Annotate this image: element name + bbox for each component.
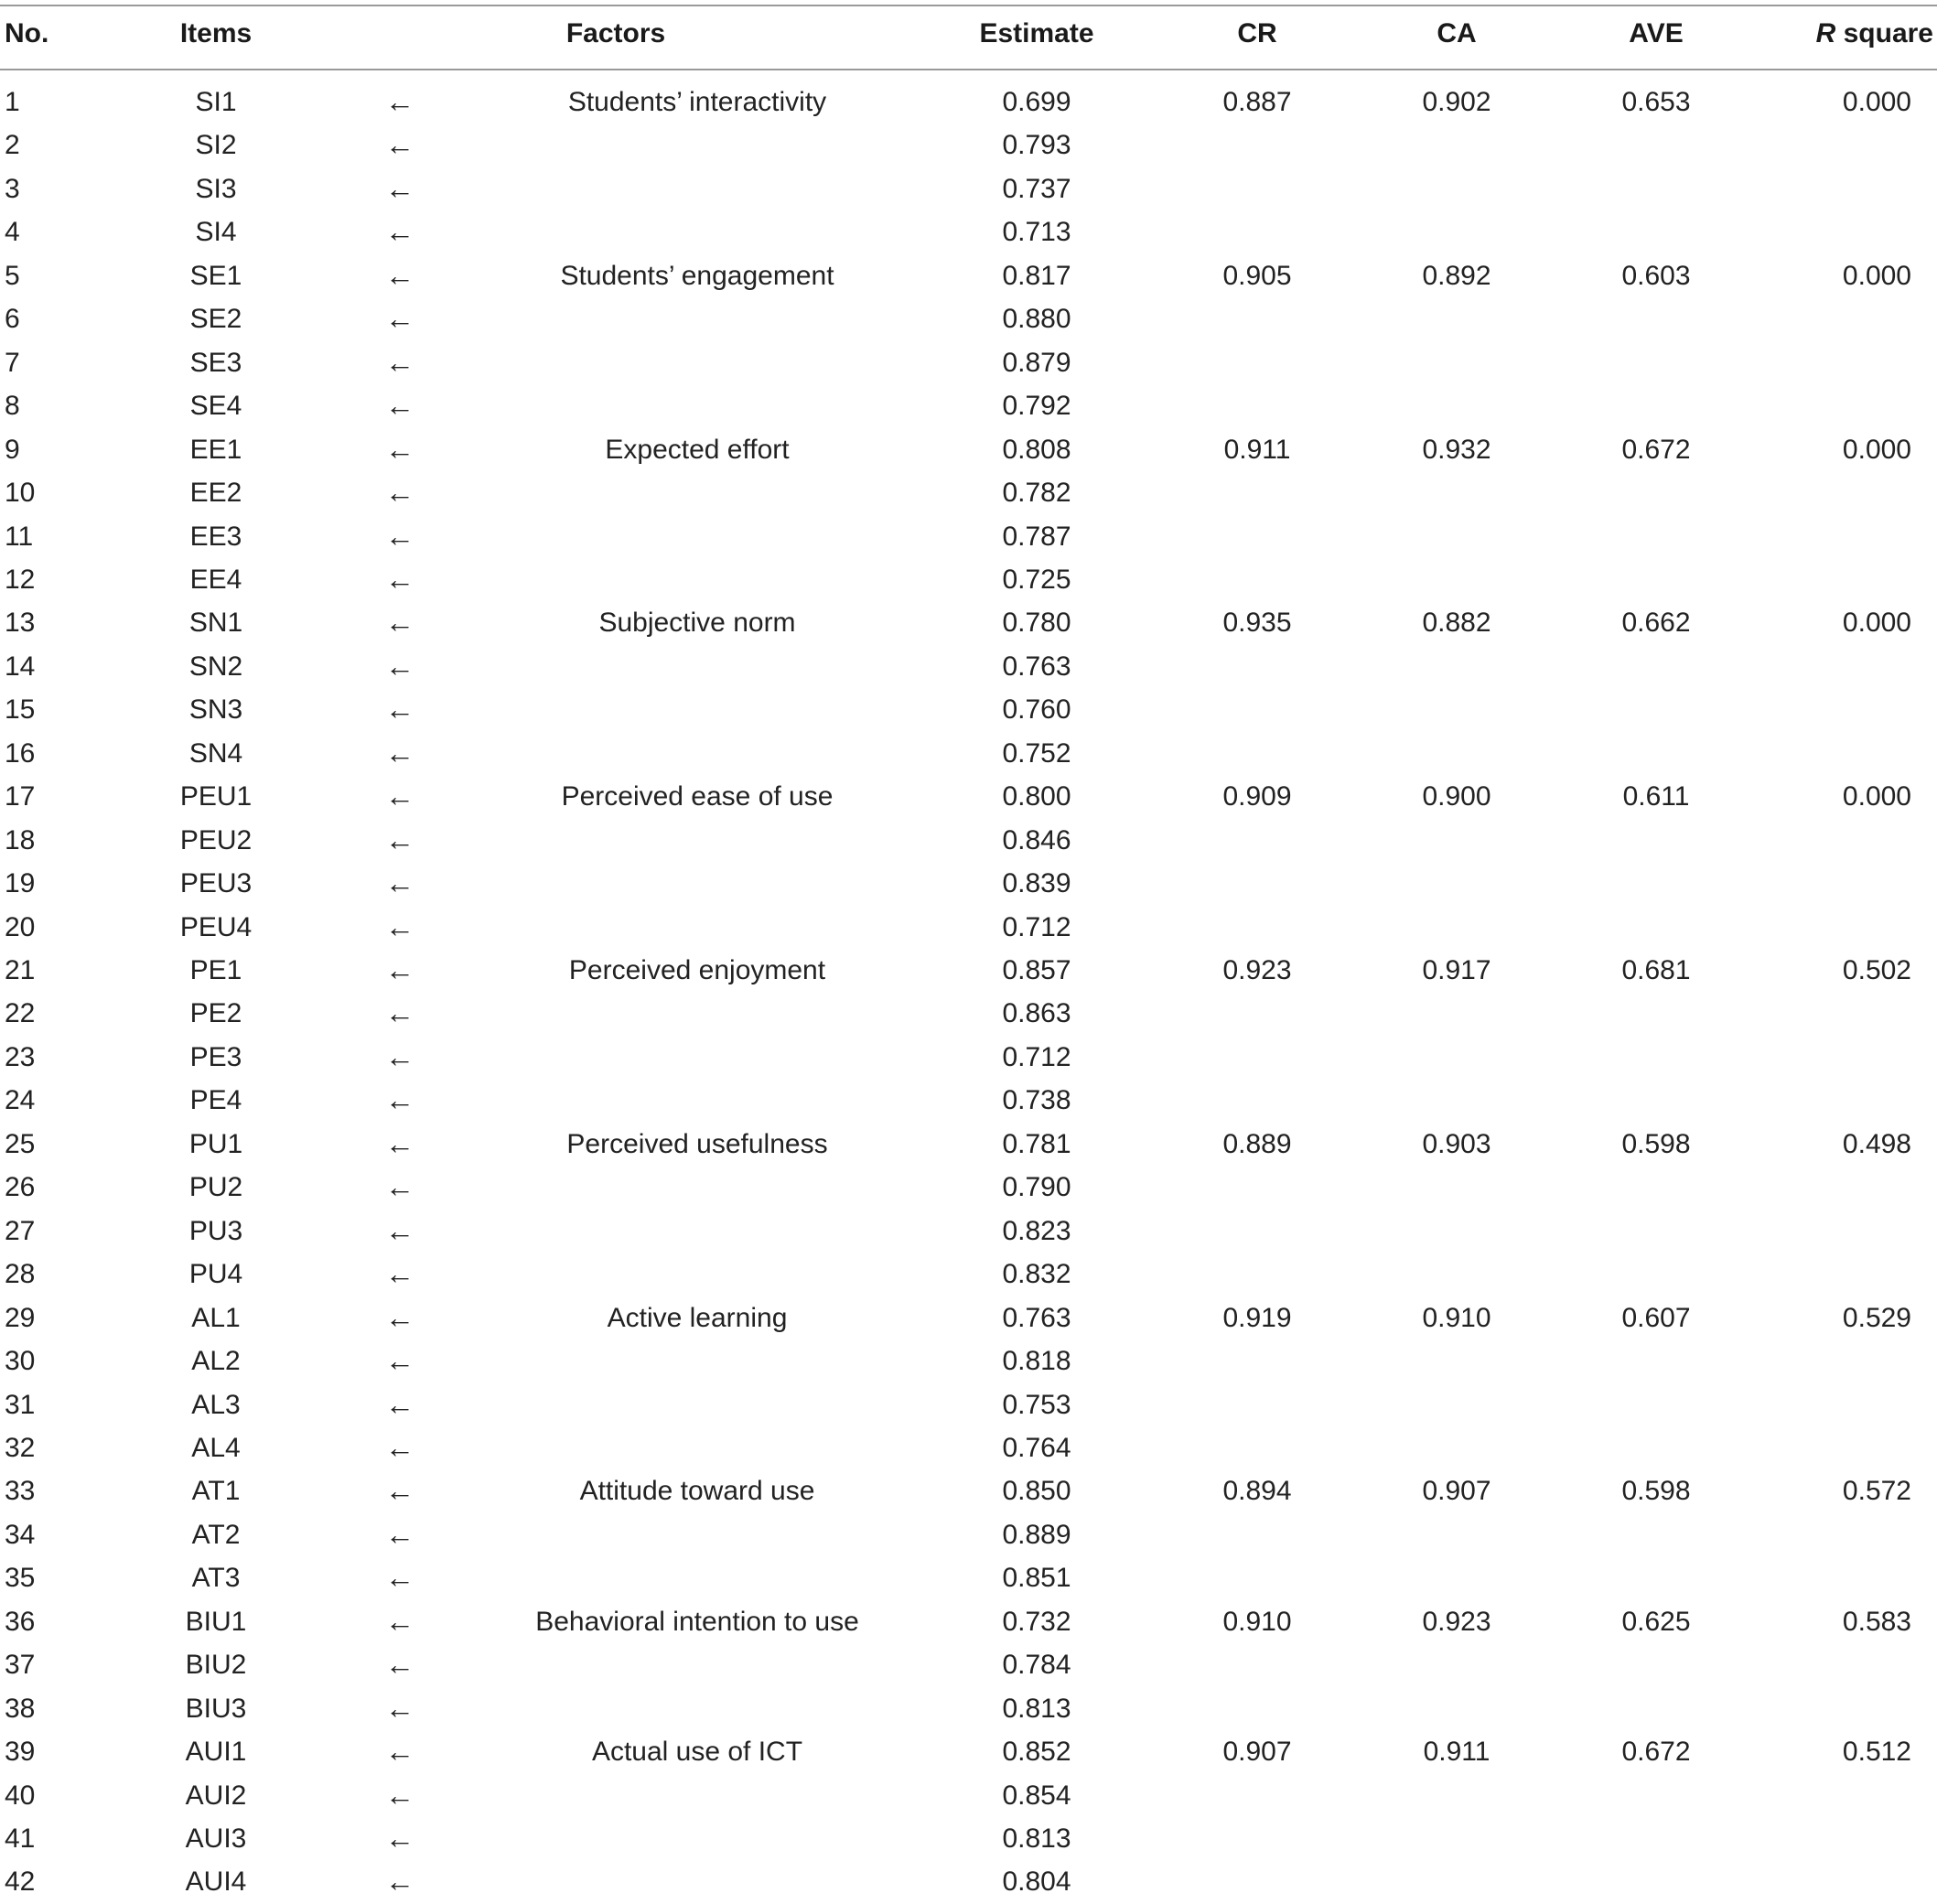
cell-r-square: 0.572	[1842, 1476, 1911, 1507]
cell-no: 39	[5, 1737, 36, 1768]
cell-item: AUI3	[185, 1823, 247, 1854]
cell-ave: 0.625	[1621, 1606, 1691, 1637]
cell-ave: 0.653	[1621, 87, 1691, 117]
cell-no: 25	[5, 1128, 36, 1159]
table-row	[0, 1600, 1937, 1643]
cell-estimate: 0.712	[1002, 1041, 1071, 1072]
cell-r-square: 0.529	[1842, 1302, 1911, 1333]
header-ave: AVE	[1629, 18, 1684, 48]
cell-no: 40	[5, 1780, 36, 1811]
table-row	[0, 167, 1937, 210]
cell-no: 34	[5, 1519, 36, 1550]
table-row	[0, 601, 1937, 644]
cell-item: AL2	[191, 1346, 241, 1377]
cell-item: BIU3	[185, 1693, 247, 1724]
cell-item: BIU1	[185, 1606, 247, 1637]
cell-ave: 0.672	[1621, 1737, 1691, 1768]
cell-ave: 0.672	[1621, 434, 1691, 465]
table-row	[0, 558, 1937, 601]
cell-estimate: 0.823	[1002, 1215, 1071, 1246]
cell-no: 36	[5, 1606, 36, 1637]
arrow-icon: ←	[385, 1648, 414, 1682]
table-row	[0, 1513, 1937, 1556]
cell-item: SE3	[189, 347, 242, 378]
cell-item: PE4	[189, 1085, 242, 1116]
header-rule	[0, 69, 1937, 70]
cell-no: 26	[5, 1172, 36, 1203]
header-factors: Factors	[565, 18, 666, 48]
table-row	[0, 1296, 1937, 1339]
cell-item: SE2	[189, 304, 242, 335]
arrow-icon: ←	[385, 1300, 414, 1334]
cell-estimate: 0.760	[1002, 694, 1071, 726]
cell-item: BIU2	[185, 1650, 247, 1681]
cell-factor: Active learning	[607, 1302, 788, 1333]
cell-estimate: 0.880	[1002, 304, 1071, 335]
cell-no: 13	[5, 608, 36, 639]
cell-item: AL1	[191, 1302, 241, 1333]
cell-estimate: 0.854	[1002, 1780, 1071, 1811]
table-row	[0, 384, 1937, 427]
arrow-icon: ←	[385, 562, 414, 596]
cell-factor: Expected effort	[605, 434, 790, 465]
cell-ca: 0.882	[1422, 608, 1491, 639]
cell-estimate: 0.804	[1002, 1866, 1071, 1898]
cell-item: PE1	[189, 955, 242, 985]
arrow-icon: ←	[385, 1430, 414, 1464]
cell-no: 2	[5, 130, 20, 161]
cell-no: 23	[5, 1041, 36, 1072]
cell-ca: 0.910	[1422, 1302, 1491, 1333]
cell-no: 31	[5, 1389, 36, 1420]
table-row	[0, 1643, 1937, 1686]
table-header	[0, 0, 1937, 73]
cell-cr: 0.905	[1222, 260, 1292, 291]
cell-no: 14	[5, 651, 36, 682]
cell-estimate: 0.780	[1002, 608, 1071, 639]
cell-item: AT1	[191, 1476, 241, 1507]
table-row	[0, 1469, 1937, 1512]
cell-item: AT3	[191, 1563, 241, 1594]
arrow-icon: ←	[385, 1735, 414, 1769]
cell-ave: 0.662	[1621, 608, 1691, 639]
cell-r-square: 0.000	[1842, 434, 1911, 465]
cell-cr: 0.889	[1222, 1128, 1292, 1159]
cell-ca: 0.902	[1422, 87, 1491, 117]
cell-cr: 0.911	[1223, 434, 1291, 465]
cell-ave: 0.681	[1621, 955, 1691, 985]
cell-r-square: 0.000	[1842, 87, 1911, 117]
cell-no: 12	[5, 564, 36, 595]
cell-estimate: 0.764	[1002, 1432, 1071, 1463]
table-row	[0, 862, 1937, 905]
cell-item: PEU1	[179, 781, 253, 812]
cell-no: 22	[5, 998, 36, 1029]
arrow-icon: ←	[385, 519, 414, 553]
table-row	[0, 124, 1937, 167]
header-items: Items	[179, 18, 253, 48]
header-estimate: Estimate	[979, 18, 1094, 48]
arrow-icon: ←	[385, 693, 414, 726]
arrow-icon: ←	[385, 1126, 414, 1160]
cell-no: 17	[5, 781, 36, 812]
cell-estimate: 0.793	[1002, 130, 1071, 161]
table-row	[0, 428, 1937, 471]
table-row	[0, 819, 1937, 862]
arrow-icon: ←	[385, 1822, 414, 1855]
cell-estimate: 0.813	[1002, 1693, 1071, 1724]
cell-item: SN1	[188, 608, 243, 639]
cell-item: PU1	[188, 1128, 243, 1159]
cell-no: 21	[5, 955, 36, 985]
cell-factor: Students’ interactivity	[567, 87, 827, 117]
cell-r-square: 0.000	[1842, 608, 1911, 639]
cell-ca: 0.900	[1422, 781, 1491, 812]
cell-estimate: 0.851	[1002, 1563, 1071, 1594]
arrow-icon: ←	[385, 953, 414, 986]
table-row	[0, 1426, 1937, 1469]
cell-factor: Students’ engagement	[560, 260, 834, 291]
cell-estimate: 0.790	[1002, 1172, 1071, 1203]
table-row	[0, 1166, 1937, 1209]
table-row	[0, 1036, 1937, 1079]
cell-factor: Perceived enjoyment	[568, 955, 826, 985]
cell-factor: Behavioral intention to use	[535, 1606, 859, 1637]
cell-estimate: 0.763	[1002, 1302, 1071, 1333]
header-cr: CR	[1237, 18, 1277, 48]
arrow-icon: ←	[385, 432, 414, 466]
cell-no: 9	[5, 434, 20, 465]
cell-cr: 0.894	[1222, 1476, 1292, 1507]
cell-no: 32	[5, 1432, 36, 1463]
table-row	[0, 81, 1937, 124]
cell-no: 15	[5, 694, 36, 726]
cell-no: 42	[5, 1866, 36, 1898]
arrow-icon: ←	[385, 996, 414, 1030]
cell-item: AT2	[191, 1519, 241, 1550]
cell-item: SN4	[188, 737, 243, 769]
table-row	[0, 1860, 1937, 1903]
table-row	[0, 1123, 1937, 1166]
arrow-icon: ←	[385, 1778, 414, 1812]
cell-ca: 0.932	[1422, 434, 1491, 465]
arrow-icon: ←	[385, 909, 414, 943]
cell-estimate: 0.818	[1002, 1346, 1071, 1377]
cell-estimate: 0.712	[1002, 911, 1071, 942]
cell-no: 20	[5, 911, 36, 942]
table-row	[0, 1730, 1937, 1773]
arrow-icon: ←	[385, 1387, 414, 1421]
table-row	[0, 906, 1937, 949]
arrow-icon: ←	[385, 345, 414, 379]
table-row	[0, 1079, 1937, 1122]
table-row	[0, 949, 1937, 992]
cell-no: 8	[5, 391, 20, 422]
cell-estimate: 0.752	[1002, 737, 1071, 769]
cell-ave: 0.598	[1621, 1476, 1691, 1507]
cell-item: EE1	[189, 434, 242, 465]
arrow-icon: ←	[385, 823, 414, 856]
cell-item: PE2	[189, 998, 242, 1029]
cell-item: SN3	[188, 694, 243, 726]
header-r-suffix: square	[1835, 18, 1933, 48]
arrow-icon: ←	[385, 1865, 414, 1899]
cell-no: 4	[5, 217, 20, 248]
cell-factor: Perceived ease of use	[561, 781, 834, 812]
cell-estimate: 0.725	[1002, 564, 1071, 595]
table-row	[0, 1339, 1937, 1382]
cell-ave: 0.598	[1621, 1128, 1691, 1159]
cell-estimate: 0.784	[1002, 1650, 1071, 1681]
cell-item: PU3	[188, 1215, 243, 1246]
cell-no: 27	[5, 1215, 36, 1246]
arrow-icon: ←	[385, 128, 414, 162]
arrow-icon: ←	[385, 1039, 414, 1073]
cell-cr: 0.910	[1222, 1606, 1292, 1637]
cell-item: SI2	[195, 130, 237, 161]
cell-estimate: 0.852	[1002, 1737, 1071, 1768]
arrow-icon: ←	[385, 215, 414, 249]
cell-estimate: 0.713	[1002, 217, 1071, 248]
table-row	[0, 775, 1937, 818]
table-row	[0, 732, 1937, 775]
cell-no: 11	[5, 521, 34, 552]
cell-estimate: 0.889	[1002, 1519, 1071, 1550]
cell-no: 29	[5, 1302, 36, 1333]
cell-r-square: 0.498	[1842, 1128, 1911, 1159]
cell-r-square: 0.000	[1842, 781, 1911, 812]
table-row	[0, 515, 1937, 558]
cell-item: SE4	[189, 391, 242, 422]
cell-estimate: 0.781	[1002, 1128, 1071, 1159]
cell-cr: 0.907	[1222, 1737, 1292, 1768]
cell-item: SI3	[195, 173, 237, 204]
arrow-icon: ←	[385, 258, 414, 292]
cell-estimate: 0.753	[1002, 1389, 1071, 1420]
cell-no: 41	[5, 1823, 36, 1854]
arrow-icon: ←	[385, 1604, 414, 1638]
cell-estimate: 0.839	[1002, 868, 1071, 899]
arrow-icon: ←	[385, 866, 414, 900]
cell-estimate: 0.832	[1002, 1259, 1071, 1290]
cell-item: EE4	[189, 564, 242, 595]
cell-factor: Perceived usefulness	[566, 1128, 828, 1159]
arrow-icon: ←	[385, 85, 414, 118]
cell-ca: 0.911	[1423, 1737, 1490, 1768]
cell-no: 18	[5, 824, 36, 855]
cell-no: 35	[5, 1563, 36, 1594]
cell-estimate: 0.817	[1002, 260, 1071, 291]
cell-estimate: 0.787	[1002, 521, 1071, 552]
cell-no: 10	[5, 478, 36, 509]
cell-ave: 0.607	[1621, 1302, 1691, 1333]
arrow-icon: ←	[385, 1170, 414, 1204]
table-row	[0, 210, 1937, 253]
table-row	[0, 1774, 1937, 1817]
cell-item: PU4	[188, 1259, 243, 1290]
cell-cr: 0.909	[1222, 781, 1292, 812]
arrow-icon: ←	[385, 1517, 414, 1551]
cell-no: 5	[5, 260, 20, 291]
cell-estimate: 0.800	[1002, 781, 1071, 812]
cell-estimate: 0.699	[1002, 87, 1071, 117]
cell-r-square: 0.502	[1842, 955, 1911, 985]
cell-ave: 0.611	[1622, 781, 1690, 812]
arrow-icon: ←	[385, 606, 414, 640]
cell-item: AUI4	[185, 1866, 247, 1898]
table-row	[0, 1687, 1937, 1730]
cell-item: AUI1	[185, 1737, 247, 1768]
cell-estimate: 0.813	[1002, 1823, 1071, 1854]
cell-item: SI1	[195, 87, 237, 117]
cell-no: 24	[5, 1085, 36, 1116]
cell-item: AL3	[191, 1389, 241, 1420]
header-r-square	[1816, 18, 1933, 49]
cell-item: SN2	[188, 651, 243, 682]
arrow-icon: ←	[385, 476, 414, 510]
cell-no: 30	[5, 1346, 36, 1377]
cell-no: 3	[5, 173, 20, 204]
arrow-icon: ←	[385, 1561, 414, 1595]
arrow-icon: ←	[385, 389, 414, 423]
cell-no: 6	[5, 304, 20, 335]
cell-ave: 0.603	[1621, 260, 1691, 291]
arrow-icon: ←	[385, 171, 414, 205]
cell-ca: 0.923	[1422, 1606, 1491, 1637]
arrow-icon: ←	[385, 1083, 414, 1117]
arrow-icon: ←	[385, 736, 414, 769]
cell-no: 28	[5, 1259, 36, 1290]
table-row	[0, 1383, 1937, 1426]
cell-r-square: 0.512	[1842, 1737, 1911, 1768]
cell-estimate: 0.732	[1002, 1606, 1071, 1637]
table-row	[0, 645, 1937, 688]
cell-r-square: 0.000	[1842, 260, 1911, 291]
cell-estimate: 0.879	[1002, 347, 1071, 378]
cell-cr: 0.919	[1222, 1302, 1292, 1333]
cell-factor: Attitude toward use	[579, 1476, 815, 1507]
cell-factor: Subjective norm	[598, 608, 796, 639]
table-row	[0, 1210, 1937, 1253]
cell-item: SE1	[189, 260, 242, 291]
arrow-icon: ←	[385, 302, 414, 336]
table-row	[0, 471, 1937, 514]
cell-estimate: 0.863	[1002, 998, 1071, 1029]
cell-estimate: 0.850	[1002, 1476, 1071, 1507]
cell-ca: 0.907	[1422, 1476, 1491, 1507]
cell-item: AUI2	[185, 1780, 247, 1811]
cell-no: 33	[5, 1476, 36, 1507]
cell-factor: Actual use of ICT	[591, 1737, 803, 1768]
arrow-icon: ←	[385, 780, 414, 813]
table-row	[0, 254, 1937, 297]
header-r-letter: R	[1815, 18, 1836, 48]
arrow-icon: ←	[385, 1213, 414, 1247]
arrow-icon: ←	[385, 649, 414, 683]
cell-estimate: 0.763	[1002, 651, 1071, 682]
cell-ca: 0.917	[1422, 955, 1491, 985]
arrow-icon: ←	[385, 1344, 414, 1378]
table-row	[0, 297, 1937, 340]
cell-item: EE3	[189, 521, 242, 552]
table-row	[0, 1817, 1937, 1860]
cell-estimate: 0.846	[1002, 824, 1071, 855]
cell-item: PE3	[189, 1041, 242, 1072]
cell-item: PU2	[188, 1172, 243, 1203]
cell-cr: 0.935	[1222, 608, 1292, 639]
cell-estimate: 0.782	[1002, 478, 1071, 509]
cell-no: 16	[5, 737, 36, 769]
cell-no: 38	[5, 1693, 36, 1724]
cell-estimate: 0.792	[1002, 391, 1071, 422]
cell-no: 37	[5, 1650, 36, 1681]
cell-ca: 0.892	[1422, 260, 1491, 291]
header-ca: CA	[1437, 18, 1477, 48]
cell-estimate: 0.738	[1002, 1085, 1071, 1116]
cell-no: 1	[5, 87, 20, 117]
arrow-icon: ←	[385, 1474, 414, 1508]
arrow-icon: ←	[385, 1257, 414, 1291]
cell-estimate: 0.737	[1002, 173, 1071, 204]
cell-item: AL4	[191, 1432, 241, 1463]
cell-cr: 0.923	[1222, 955, 1292, 985]
cell-item: EE2	[189, 478, 242, 509]
cell-item: PEU2	[179, 824, 253, 855]
header-no: No.	[5, 18, 49, 48]
cell-ca: 0.903	[1422, 1128, 1491, 1159]
cell-item: PEU3	[179, 868, 253, 899]
table-row	[0, 1253, 1937, 1296]
cell-no: 7	[5, 347, 20, 378]
table-row	[0, 688, 1937, 731]
cell-estimate: 0.808	[1002, 434, 1071, 465]
table-row	[0, 1556, 1937, 1599]
cell-item: SI4	[195, 217, 237, 248]
cell-no: 19	[5, 868, 36, 899]
cell-r-square: 0.583	[1842, 1606, 1911, 1637]
table-row	[0, 341, 1937, 384]
cell-estimate: 0.857	[1002, 955, 1071, 985]
arrow-icon: ←	[385, 1691, 414, 1725]
cell-item: PEU4	[179, 911, 253, 942]
table-row	[0, 992, 1937, 1035]
cell-cr: 0.887	[1222, 87, 1292, 117]
